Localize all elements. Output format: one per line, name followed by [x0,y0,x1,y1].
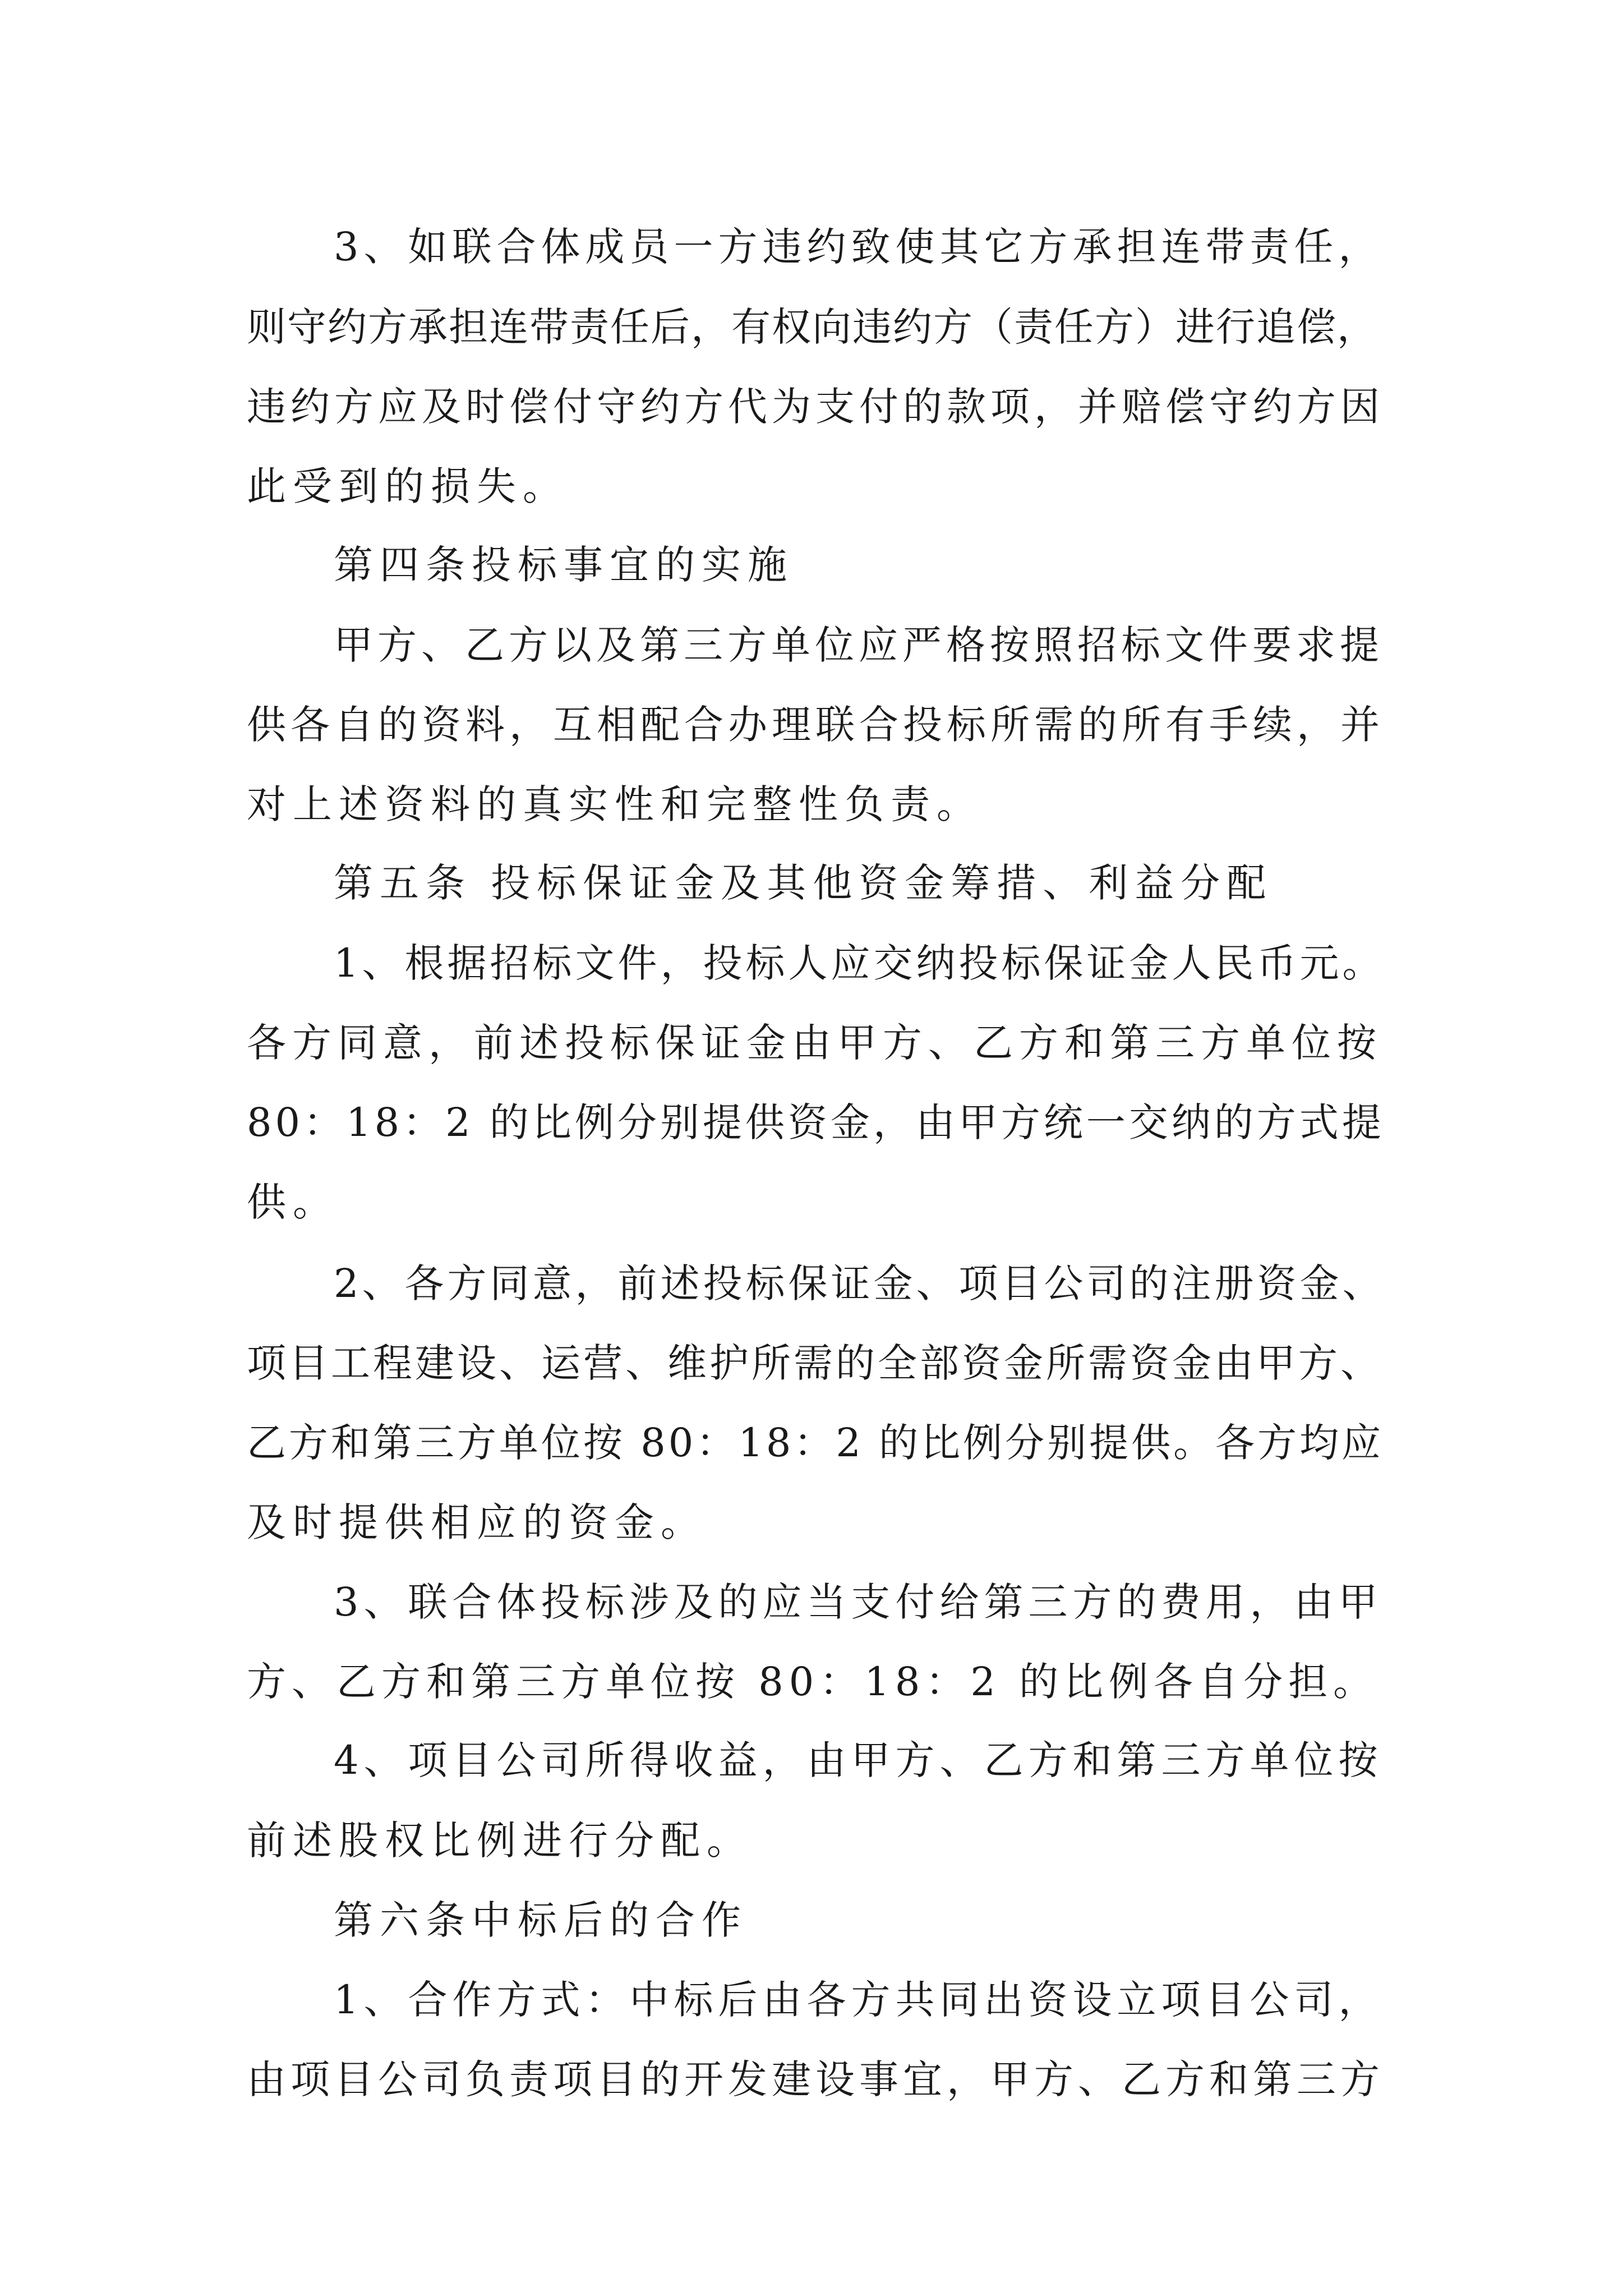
text-line-18: 3、联合体投标涉及的应当支付给第三方的费用，由甲 [334,1579,1383,1625]
text-line-9: 第五条 投标保证金及其他资金筹措、利益分配 [334,860,1273,906]
text-line-6: 甲方、乙方以及第三方单位应严格按照招标文件要求提 [334,622,1384,668]
text-line-5: 第四条投标事宜的实施 [334,542,794,588]
text-line-13: 供。 [247,1179,339,1225]
text-line-20: 4、项目公司所得收益，由甲方、乙方和第三方单位按 [334,1737,1383,1783]
text-line-17: 及时提供相应的资金。 [247,1499,707,1545]
text-line-21: 前述股权比例进行分配。 [247,1818,753,1864]
text-line-11: 各方同意，前述投标保证金由甲方、乙方和第三方单位按 [247,1020,1382,1066]
text-line-4: 此受到的损失。 [247,463,569,509]
text-line-8: 对上述资料的真实性和完整性负责。 [247,781,983,827]
text-line-2: 则守约方承担连带责任后，有权向违约方（责任方）进行追偿， [247,304,1377,350]
text-line-3: 违约方应及时偿付守约方代为支付的款项，并赔偿守约方因 [247,384,1384,430]
text-line-12: 80：18：2 的比例分别提供资金，由甲方统一交纳的方式提 [247,1099,1385,1145]
text-line-14: 2、各方同意，前述投标保证金、项目公司的注册资金、 [334,1260,1385,1306]
text-line-24: 由项目公司负责项目的开发建设事宜，甲方、乙方和第三方 [247,2056,1384,2102]
text-line-22: 第六条中标后的合作 [334,1897,748,1943]
text-line-10: 1、根据招标文件，投标人应交纳投标保证金人民币元。 [334,940,1385,986]
text-line-16: 乙方和第三方单位按 80：18：2 的比例分别提供。各方均应 [247,1420,1384,1466]
text-line-15: 项目工程建设、运营、维护所需的全部资金所需资金由甲方、 [247,1340,1382,1386]
text-line-19: 方、乙方和第三方单位按 80：18：2 的比例各自分担。 [247,1659,1378,1705]
text-line-23: 1、合作方式：中标后由各方共同出资设立项目公司， [334,1977,1383,2023]
text-line-1: 3、如联合体成员一方违约致使其它方承担连带责任， [334,224,1383,270]
text-line-7: 供各自的资料，互相配合办理联合投标所需的所有手续，并 [247,702,1384,748]
